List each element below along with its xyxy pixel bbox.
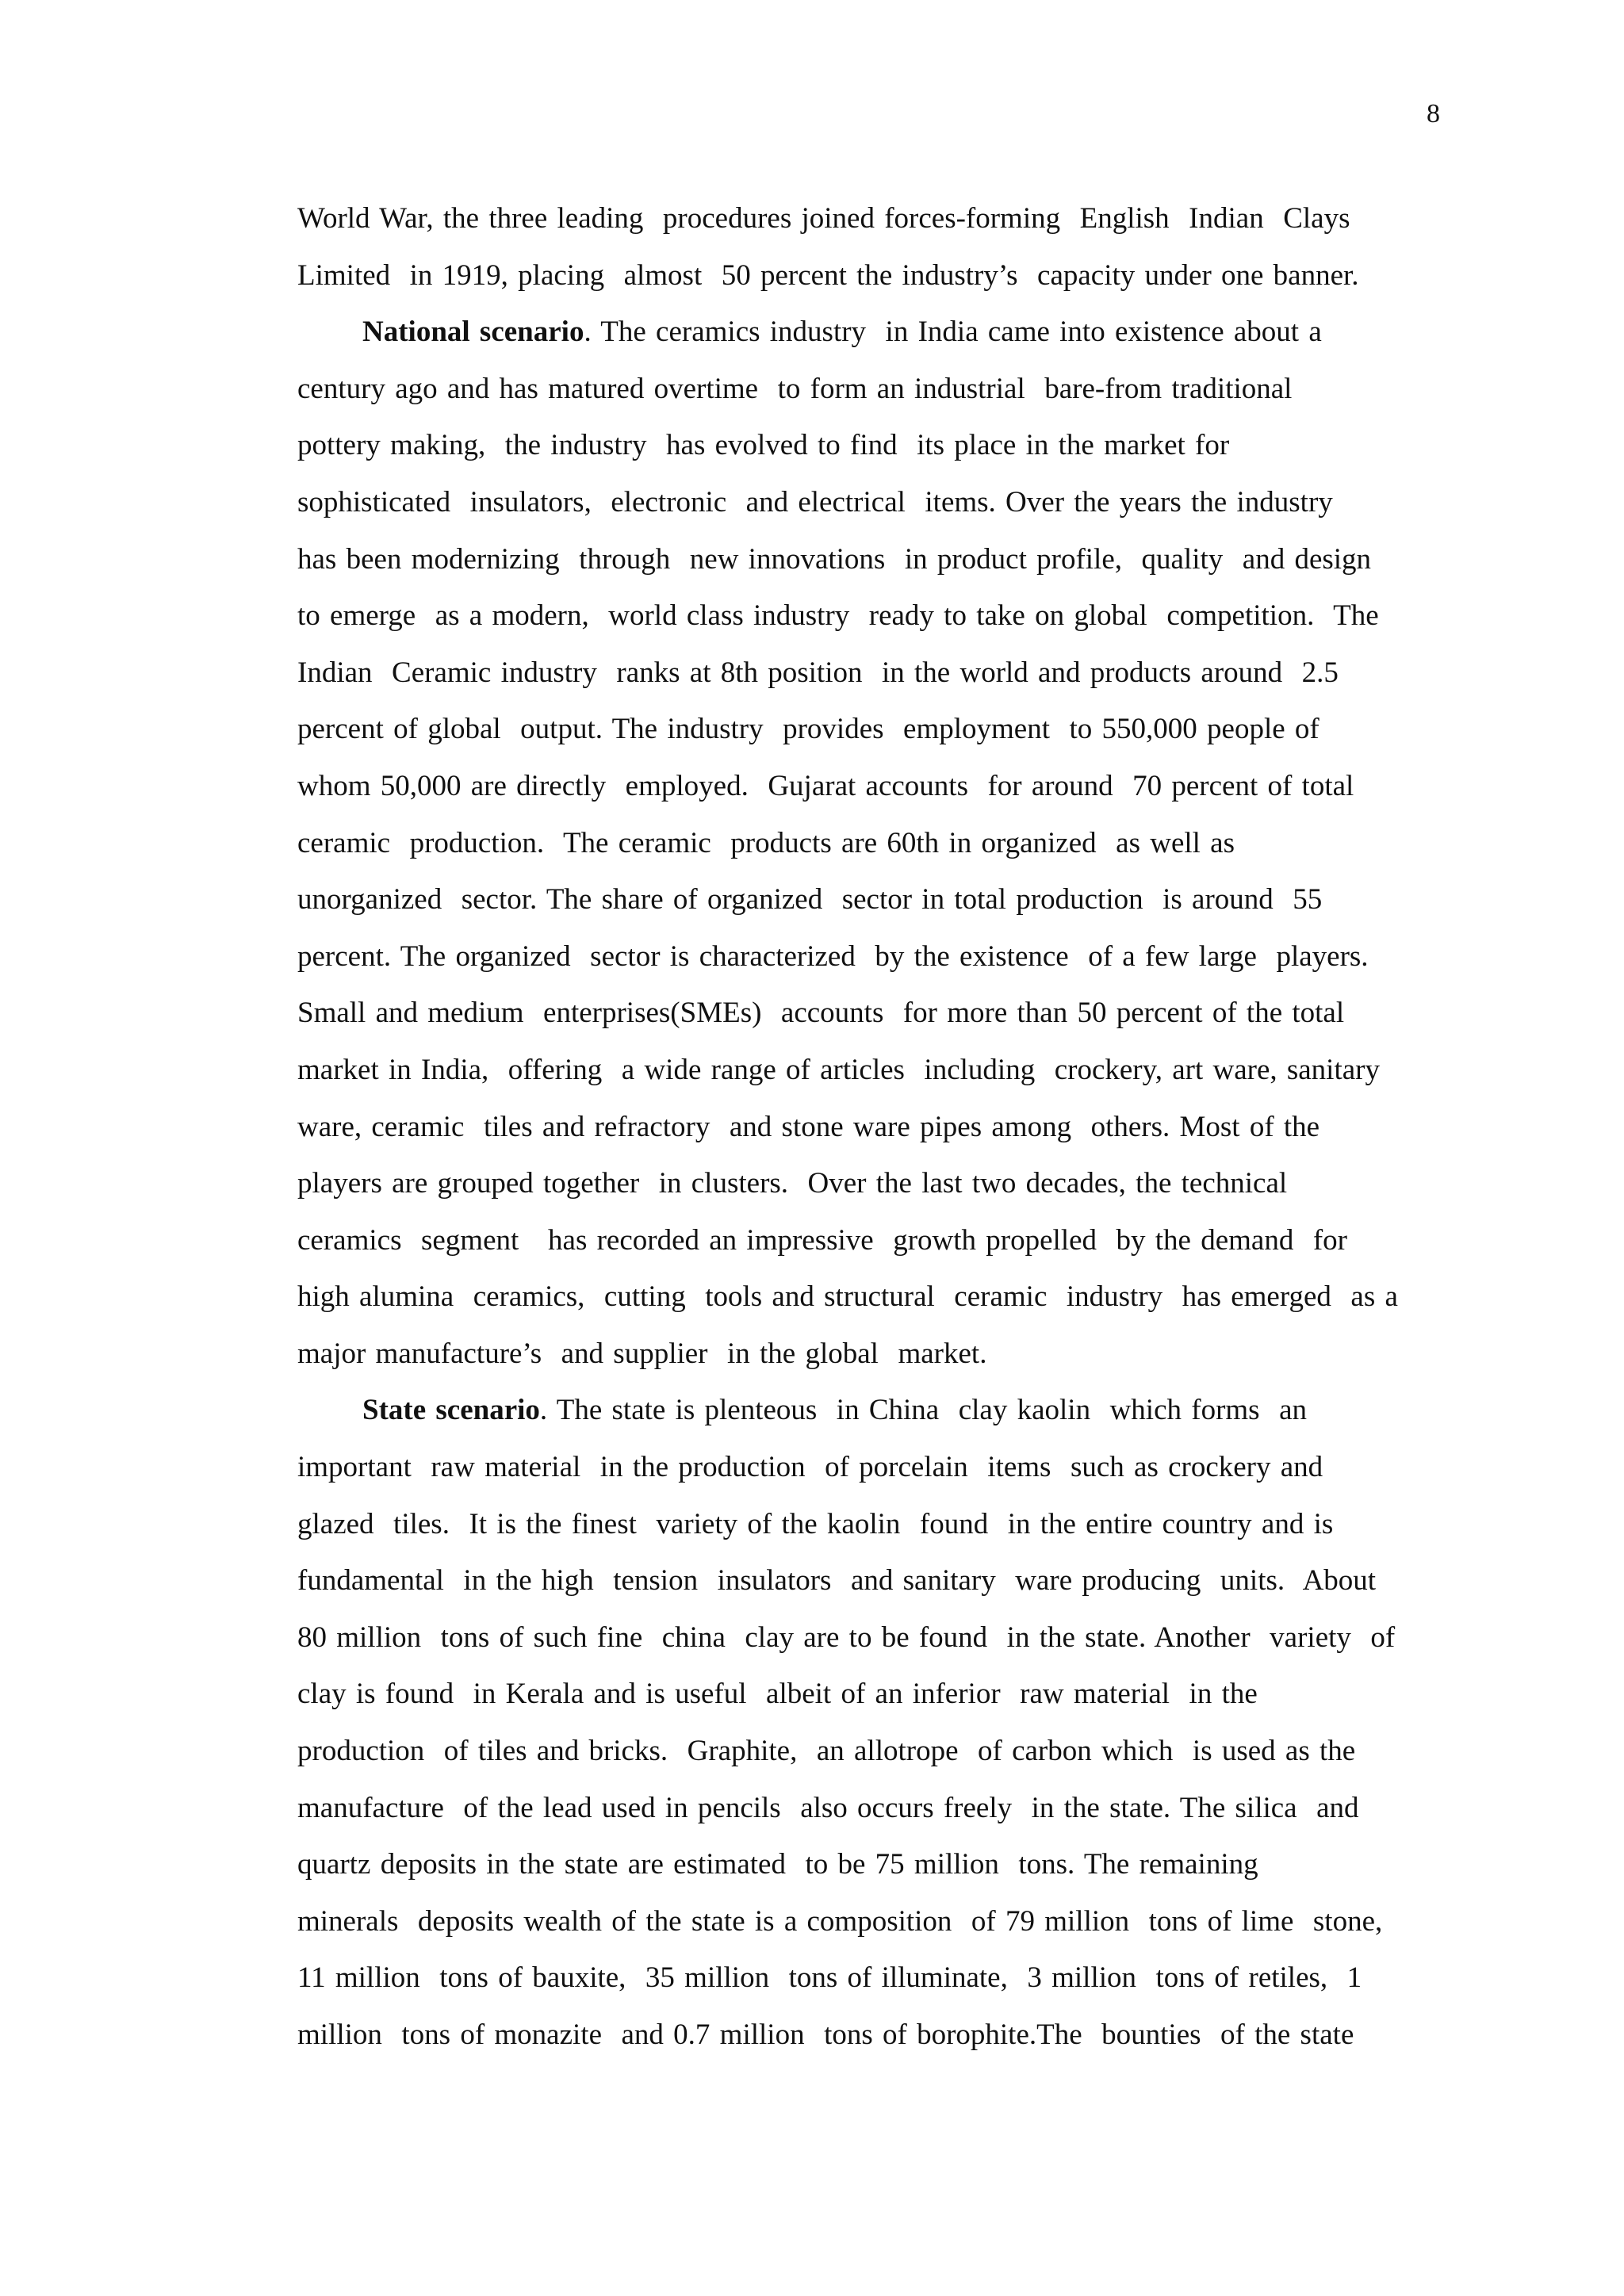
line-text: ceramics segment has recorded an impressive growth propelled by the demand for [297,1223,1347,1257]
line-text: ware, ceramic tiles and refractory and stone ware pipes among others. Most of the [297,1110,1320,1143]
line-text: 11 million tons of bauxite, 35 million tons of illuminate, 3 million tons of retiles, 1 [297,1961,1362,1995]
text-line [297,304,1439,361]
line-text: has been modernizing through new innovations in product profile, quality and design [297,542,1372,576]
text-line [297,1609,1439,1667]
line-text: fundamental in the high tension insulators and sanitary ware producing units. About [297,1564,1377,1598]
line-text: Small and medium enterprises(SMEs) accounts for more than 50 percent of the total [297,997,1345,1030]
text-line [297,531,1439,588]
line-text: century ago and has matured overtime to form an industrial bare-from traditional [297,372,1293,405]
text-line [297,1326,1439,1383]
line-text: World War, the three leading procedures joined forces-forming English Indian Clays [297,202,1350,235]
text-line [297,1950,1439,2007]
line-text: percent of global output. The industry provides employment to 550,000 people of [297,713,1320,746]
text-line [297,1212,1439,1269]
line-text: production of tiles and bricks. Graphite, an allotrope of carbon which is used as the [297,1735,1356,1768]
text-line [297,645,1439,702]
line-text: ceramic production. The ceramic products are 60th in organized as well as [297,826,1235,859]
text-line [297,1042,1439,1099]
text-line [297,815,1439,872]
text-line [297,701,1439,758]
text-line [297,1496,1439,1553]
body-text [297,190,1439,2064]
text-line [297,1836,1439,1893]
line-text: sophisticated insulators, electronic and electrical items. Over the years the industry [297,485,1333,519]
line-text: 80 million tons of such fine china clay are to be found in the state. Another variety of [297,1621,1396,1654]
text-line [297,1269,1439,1326]
text-line [297,758,1439,815]
line-text: quartz deposits in the state are estimated to be 75 million tons. The remaining [297,1848,1258,1881]
line-text: important raw material in the production of porcelain items such as crockery and [297,1451,1323,1484]
line-text: percent. The organized sector is characterized by the existence of a few large players. [297,939,1369,973]
paragraph [297,304,1439,1382]
text-line [297,1439,1439,1496]
line-text: players are grouped together in clusters. Over the last two decades, the technical [297,1167,1288,1200]
text-line [297,1552,1439,1609]
paragraph [297,190,1439,304]
line-text: major manufacture’s and supplier in the global market. [297,1337,987,1370]
text-line [297,587,1439,645]
text-line [297,417,1439,474]
line-text: clay is found in Kerala and is useful albeit of an inferior raw material in the [297,1678,1258,1711]
line-text: Indian Ceramic industry ranks at 8th position in the world and products around 2.5 [297,656,1339,689]
section-heading: National scenario [362,316,584,349]
text-line [297,928,1439,985]
section-heading: State scenario [362,1394,540,1427]
line-text: pottery making, the industry has evolved to find its place in the market for [297,429,1230,462]
text-line [297,1723,1439,1780]
text-line [297,2007,1439,2064]
text-line [297,190,1439,247]
line-text: unorganized sector. The share of organized sector in total production is around 55 [297,883,1323,916]
text-line [297,1780,1439,1837]
line-text: Limited in 1919, placing almost 50 percent the industry’s capacity under one banner. [297,258,1359,292]
text-line [297,1666,1439,1723]
text-line [297,985,1439,1042]
text-line [297,474,1439,531]
line-text: . The ceramics industry in India came into existence about a [584,316,1322,349]
text-line [297,1382,1439,1439]
text-line [297,361,1439,418]
text-line [297,247,1439,304]
line-text: minerals deposits wealth of the state is a composition of 79 million tons of lime stone, [297,1904,1383,1938]
text-line [297,871,1439,928]
paragraph [297,1382,1439,2063]
line-text: high alumina ceramics, cutting tools and structural ceramic industry has emerged as a [297,1280,1398,1314]
text-line [297,1099,1439,1156]
line-text: to emerge as a modern, world class industry ready to take on global competition. The [297,599,1379,633]
line-text: whom 50,000 are directly employed. Gujarat accounts for around 70 percent of total [297,769,1354,802]
page-number: 8 [1427,99,1440,128]
line-text: million tons of monazite and 0.7 million tons of borophite.The bounties of the state [297,2019,1354,2051]
line-text: . The state is plenteous in China clay kaolin which forms an [539,1394,1307,1427]
text-line [297,1893,1439,1950]
text-line [297,1155,1439,1212]
line-text: market in India, offering a wide range of articles including crockery, art ware, sanitary [297,1053,1380,1086]
line-text: glazed tiles. It is the finest variety of the kaolin found in the entire country and is [297,1507,1334,1540]
line-text: manufacture of the lead used in pencils also occurs freely in the state. The silica and [297,1791,1359,1824]
